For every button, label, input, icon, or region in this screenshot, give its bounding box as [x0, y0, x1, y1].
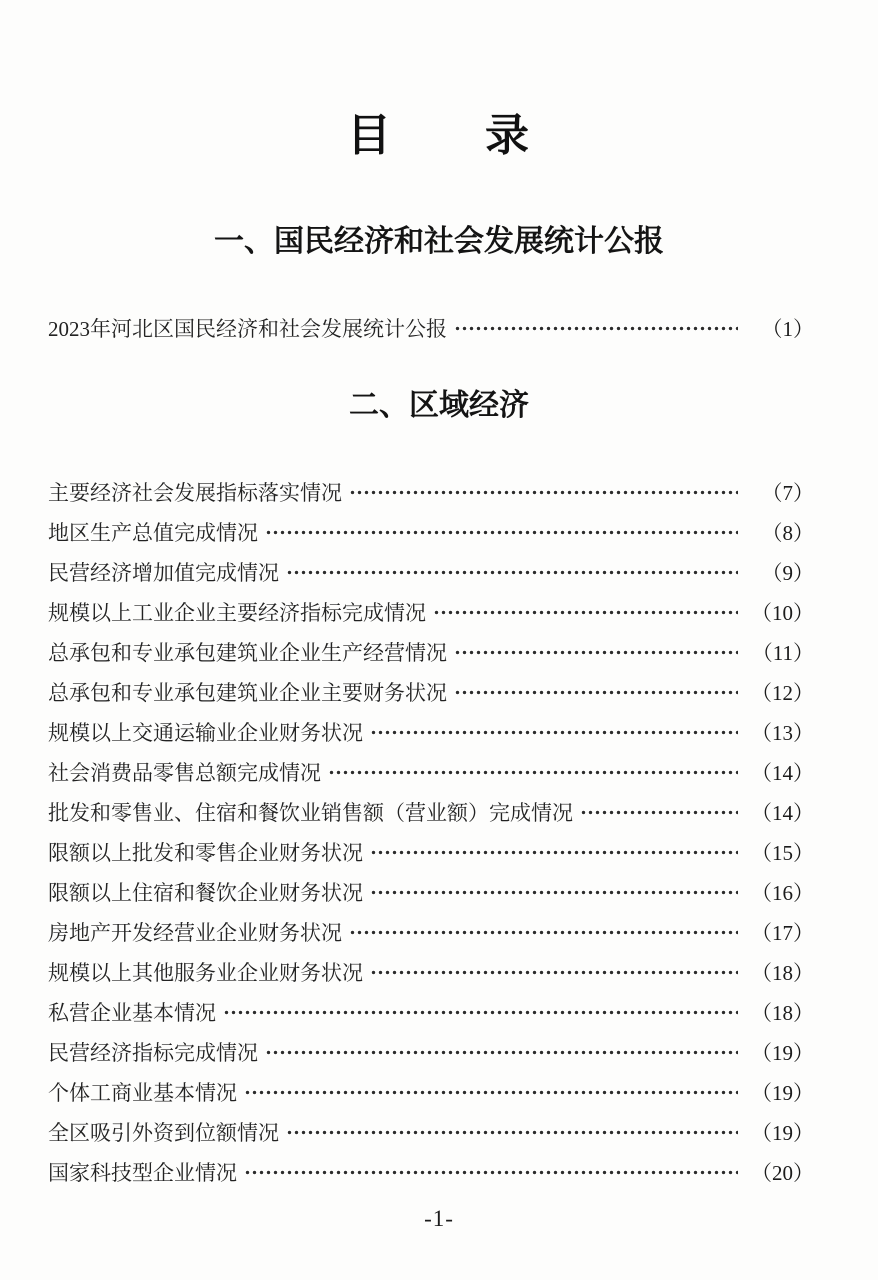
toc-entry-page-number: （18） — [751, 1001, 814, 1025]
toc-entry-page-number: （10） — [751, 601, 814, 625]
toc-entry-title: 规模以上交通运输业企业财务状况 — [48, 721, 363, 745]
toc-entry-page-number: （13） — [751, 721, 814, 745]
toc-entry-title: 限额以上批发和零售企业财务状况 — [48, 841, 363, 865]
dot-leader — [286, 1112, 738, 1152]
toc-entry-page-number: （19） — [751, 1121, 814, 1145]
dot-leader — [370, 712, 738, 752]
dot-leader — [454, 632, 738, 672]
dot-leader — [244, 1152, 738, 1192]
section-heading-1: 一、国民经济和社会发展统计公报 — [214, 225, 664, 258]
toc-entry-title: 全区吸引外资到位额情况 — [48, 1121, 279, 1145]
toc-entry-page-number: （15） — [751, 841, 814, 865]
toc-entry-page-number: （19） — [751, 1041, 814, 1065]
toc-entry[interactable] — [48, 1032, 814, 1072]
toc-entry[interactable] — [48, 872, 814, 912]
dot-leader — [265, 512, 738, 552]
toc-entry-page-number: （20） — [751, 1161, 814, 1185]
toc-entry-page-number: （19） — [751, 1081, 814, 1105]
dot-leader — [223, 992, 738, 1032]
toc-entry[interactable] — [48, 472, 814, 512]
toc-entry-page-number: （11） — [751, 641, 814, 665]
dot-leader — [454, 672, 738, 712]
dot-leader — [349, 472, 738, 512]
toc-entry-title: 规模以上工业企业主要经济指标完成情况 — [48, 601, 426, 625]
toc-entry-title: 私营企业基本情况 — [48, 1001, 216, 1025]
dot-leader — [370, 832, 738, 872]
dot-leader — [370, 952, 738, 992]
toc-entry-title: 主要经济社会发展指标落实情况 — [48, 481, 342, 505]
dot-leader — [349, 912, 738, 952]
section-heading-2: 二、区域经济 — [349, 389, 529, 422]
toc-entry-title: 个体工商业基本情况 — [48, 1081, 237, 1105]
page-title: 目 录 — [347, 111, 531, 160]
toc-entry[interactable] — [48, 792, 814, 832]
toc-entry-title: 总承包和专业承包建筑业企业生产经营情况 — [48, 641, 447, 665]
toc-entry-title: 社会消费品零售总额完成情况 — [48, 761, 321, 785]
dot-leader — [328, 752, 738, 792]
toc-entry-title: 民营经济增加值完成情况 — [48, 561, 279, 585]
toc-entry-page-number: （9） — [761, 561, 814, 585]
toc-entry[interactable] — [48, 308, 814, 348]
toc-entry-page-number: （17） — [751, 921, 814, 945]
toc-entry[interactable] — [48, 1152, 814, 1192]
toc-entry-title: 规模以上其他服务业企业财务状况 — [48, 961, 363, 985]
dot-leader — [433, 592, 738, 632]
dot-leader — [244, 1072, 738, 1112]
toc-entry-page-number: （18） — [751, 961, 814, 985]
toc-entry[interactable] — [48, 1112, 814, 1152]
dot-leader — [370, 872, 738, 912]
toc-entry-title: 2023年河北区国民经济和社会发展统计公报 — [48, 317, 447, 341]
toc-entry-title: 民营经济指标完成情况 — [48, 1041, 258, 1065]
toc-entry-title: 限额以上住宿和餐饮企业财务状况 — [48, 881, 363, 905]
toc-entry-page-number: （1） — [761, 317, 814, 341]
toc-entry[interactable] — [48, 952, 814, 992]
dot-leader — [454, 308, 738, 348]
page-number-footer: -1- — [424, 1206, 454, 1231]
toc-entry-title: 国家科技型企业情况 — [48, 1161, 237, 1185]
toc-list-section-1 — [0, 308, 878, 348]
toc-entry-page-number: （14） — [751, 761, 814, 785]
toc-entry[interactable] — [48, 672, 814, 712]
toc-entry[interactable] — [48, 1072, 814, 1112]
toc-entry-page-number: （7） — [761, 481, 814, 505]
toc-entry[interactable] — [48, 712, 814, 752]
toc-entry[interactable] — [48, 992, 814, 1032]
toc-entry-title: 批发和零售业、住宿和餐饮业销售额（营业额）完成情况 — [48, 801, 573, 825]
dot-leader — [580, 792, 738, 832]
toc-entry[interactable] — [48, 912, 814, 952]
toc-entry[interactable] — [48, 832, 814, 872]
dot-leader — [265, 1032, 738, 1072]
toc-entry-title: 总承包和专业承包建筑业企业主要财务状况 — [48, 681, 447, 705]
toc-list-section-2 — [0, 472, 878, 1192]
toc-entry[interactable] — [48, 632, 814, 672]
toc-entry-page-number: （14） — [751, 801, 814, 825]
toc-entry-page-number: （8） — [761, 521, 814, 545]
dot-leader — [286, 552, 738, 592]
toc-entry[interactable] — [48, 752, 814, 792]
toc-entry-page-number: （12） — [751, 681, 814, 705]
toc-entry-title: 房地产开发经营业企业财务状况 — [48, 921, 342, 945]
toc-entry[interactable] — [48, 592, 814, 632]
toc-entry-title: 地区生产总值完成情况 — [48, 521, 258, 545]
toc-entry[interactable] — [48, 512, 814, 552]
toc-entry-page-number: （16） — [751, 881, 814, 905]
toc-entry[interactable] — [48, 552, 814, 592]
